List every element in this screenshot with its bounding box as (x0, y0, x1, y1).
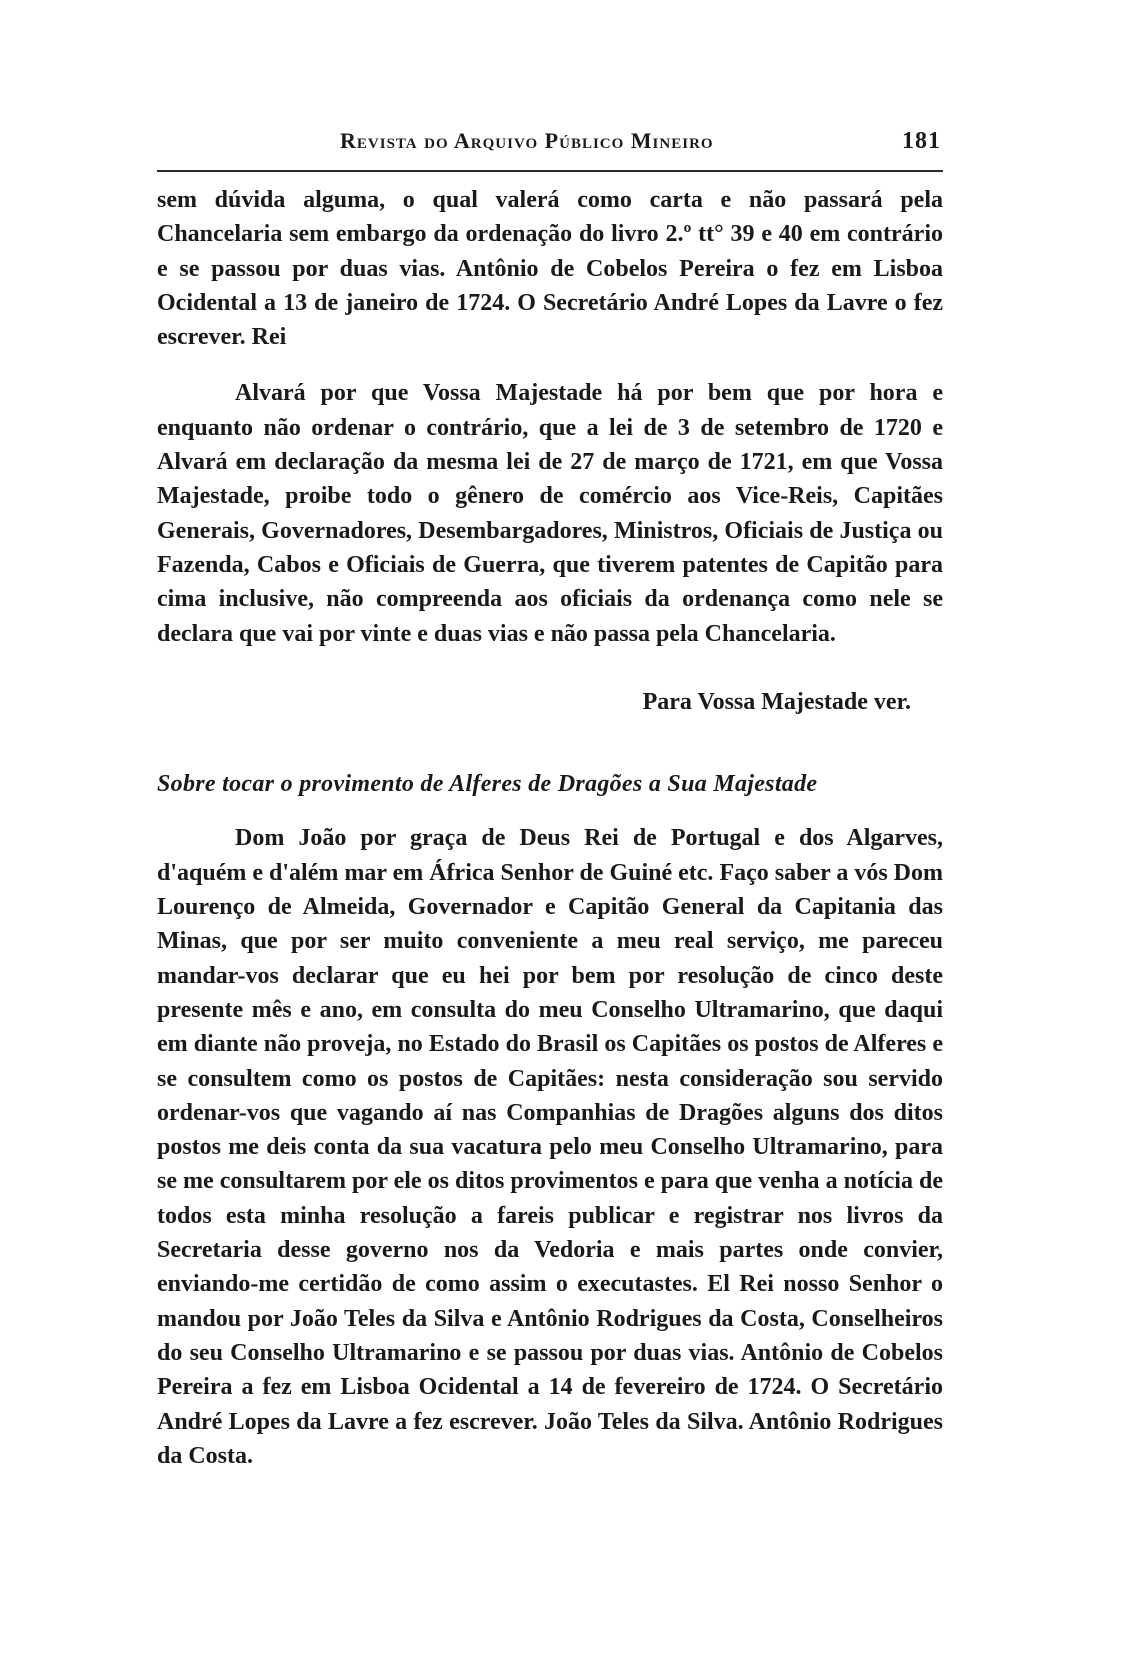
paragraph-alvara: Alvará por que Vossa Majestade há por bem que por hora e enquanto não ordenar o contrário, que a lei de 3 de setembro de 1720 e Alvará em declaração da mesma lei de 27 de março de 1721, em que Vossa Majestade, proibe todo o gênero de comércio aos Vice-Reis, Capitães Generais, Governadores, Desembargadores, Ministros, Oficiais de Justiça ou Fazenda, Cabos e Oficiais de Guerra, que tiverem patentes de Capitão para cima inclusive, não compreenda aos oficiais da ordenança como nele se declara que vai por vinte e duas vias e não passa pela Chancelaria. (157, 380, 943, 647)
body-text (157, 183, 943, 1473)
journal-title: Revista do Arquivo Público Mineiro (340, 128, 714, 153)
running-head (157, 128, 943, 172)
signoff-line: Para Vossa Majestade ver. (642, 688, 911, 715)
paragraph-continued: sem dúvida alguma, o qual valerá como carta e não passará pela Chancelaria sem embargo da ordenação do livro 2.º tt° 39 e 40 em contrário e se passou por duas vias. Antônio de Cobelos Pereira o fez em Lisboa Ocidental a 13 de janeiro de 1724. O Secretário André Lopes da Lavre o fez escrever. Rei (157, 187, 943, 351)
section-heading: Sobre tocar o provimento de Alferes de Dragões a Sua Majestade (157, 771, 818, 798)
paragraph-provision: Dom João por graça de Deus Rei de Portugal e dos Algarves, d'aquém e d'além mar em África Senhor de Guiné etc. Faço saber a vós Dom Lourenço de Almeida, Governador e Capitão General da Capitania das Minas, que por ser muito conveniente a meu real serviço, me pareceu mandar-vos declarar que eu hei por bem por resolução de cinco deste presente mês e ano, em consulta do meu Conselho Ultramarino, que daqui em diante não proveja, no Estado do Brasil os Capitães os postos de Alferes e se consultem como os postos de Capitães: nesta consideração sou servido ordenar-vos que vagando aí nas Companhias de Dragões alguns dos ditos postos me deis conta da sua vacatura pelo meu Conselho Ultramarino, para se me consultarem por ele os ditos provimentos e para que venha a notícia de todos esta minha resolução a fareis publicar e registrar nos livros da Secretaria desse governo nos da Vedoria e mais partes onde convier, enviando-me certidão de como assim o executastes. El Rei nosso Senhor o mandou por João Teles da Silva e Antônio Rodrigues da Costa, Conselheiros do seu Conselho Ultramarino e se passou por duas vias. Antônio de Cobelos Pereira a fez em Lisboa Ocidental a 14 de fevereiro de 1724. O Secretário André Lopes da Lavre a fez escrever. João Teles da Silva. Antônio Rodrigues da Costa. (157, 825, 943, 1469)
page (157, 128, 943, 1473)
page-number: 181 (902, 128, 941, 154)
